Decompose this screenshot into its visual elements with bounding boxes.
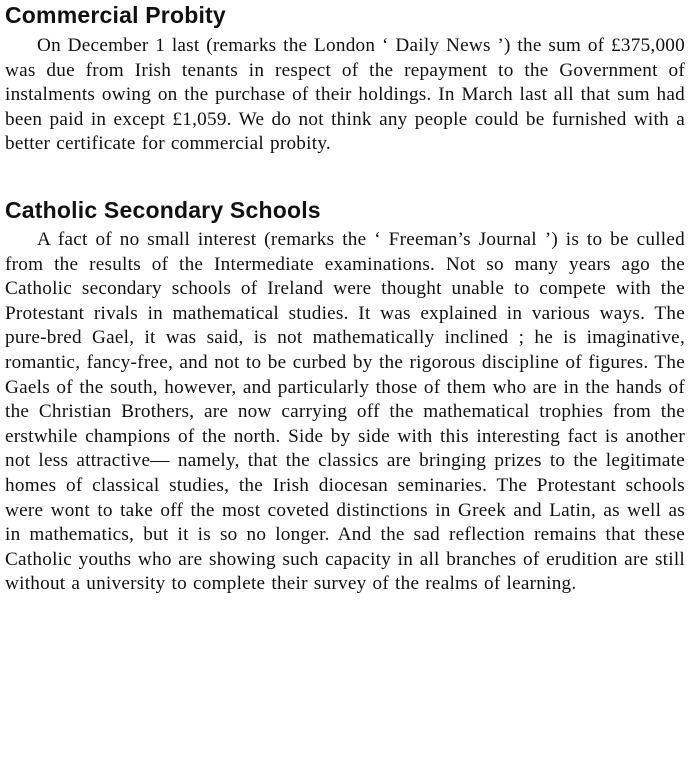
article-body-catholic-secondary-schools: A fact of no small interest (remarks the ‘ Freeman’s Journal ’) is to be culled from the results of the Intermediate examinations. Not so many years ago the Catholic secondary schools of Ireland were thought unable to compete with the Protestant rivals in mathematical studies. It was explained in various ways. The pure-bred Gael, it was said, is not mathematically inclined ; he is imaginative, romantic, fancy-free, and not to be curbed by the rigorous discipline of figures. The Gaels of the south, however, and particularly those of them who are in the hands of the Christian Brothers, are now carrying off the mathematical trophies from the erstwhile champions of the north. Side by side with this interesting fact is another not less attractive— namely, that the classics are bringing prizes to the legitimate homes of classical studies, the Irish diocesan seminaries. The Protestant schools were wont to take off the most coveted distinctions in Greek and Latin, as well as in mathematics, but it is so no longer. And the sad reflection remains that these Catholic youths who are showing such capacity in all branches of erudition are still without a university to complete their survey of the realms of learning. (5, 229, 685, 595)
article-body-commercial-probity: On December 1 last (remarks the London ‘ Daily News ’) the sum of £375,000 was due from Irish tenants in respect of the repayment to the Government of instalments owing on the purchase of their holdings. In March last all that sum had been paid in except £1,059. We do not think any people could be furnished with a better certificate for commercial probity. (5, 35, 685, 155)
article-title-catholic-secondary-schools: Catholic Secondary Schools (5, 197, 321, 223)
article-title-commercial-probity: Commercial Probity (5, 2, 226, 28)
